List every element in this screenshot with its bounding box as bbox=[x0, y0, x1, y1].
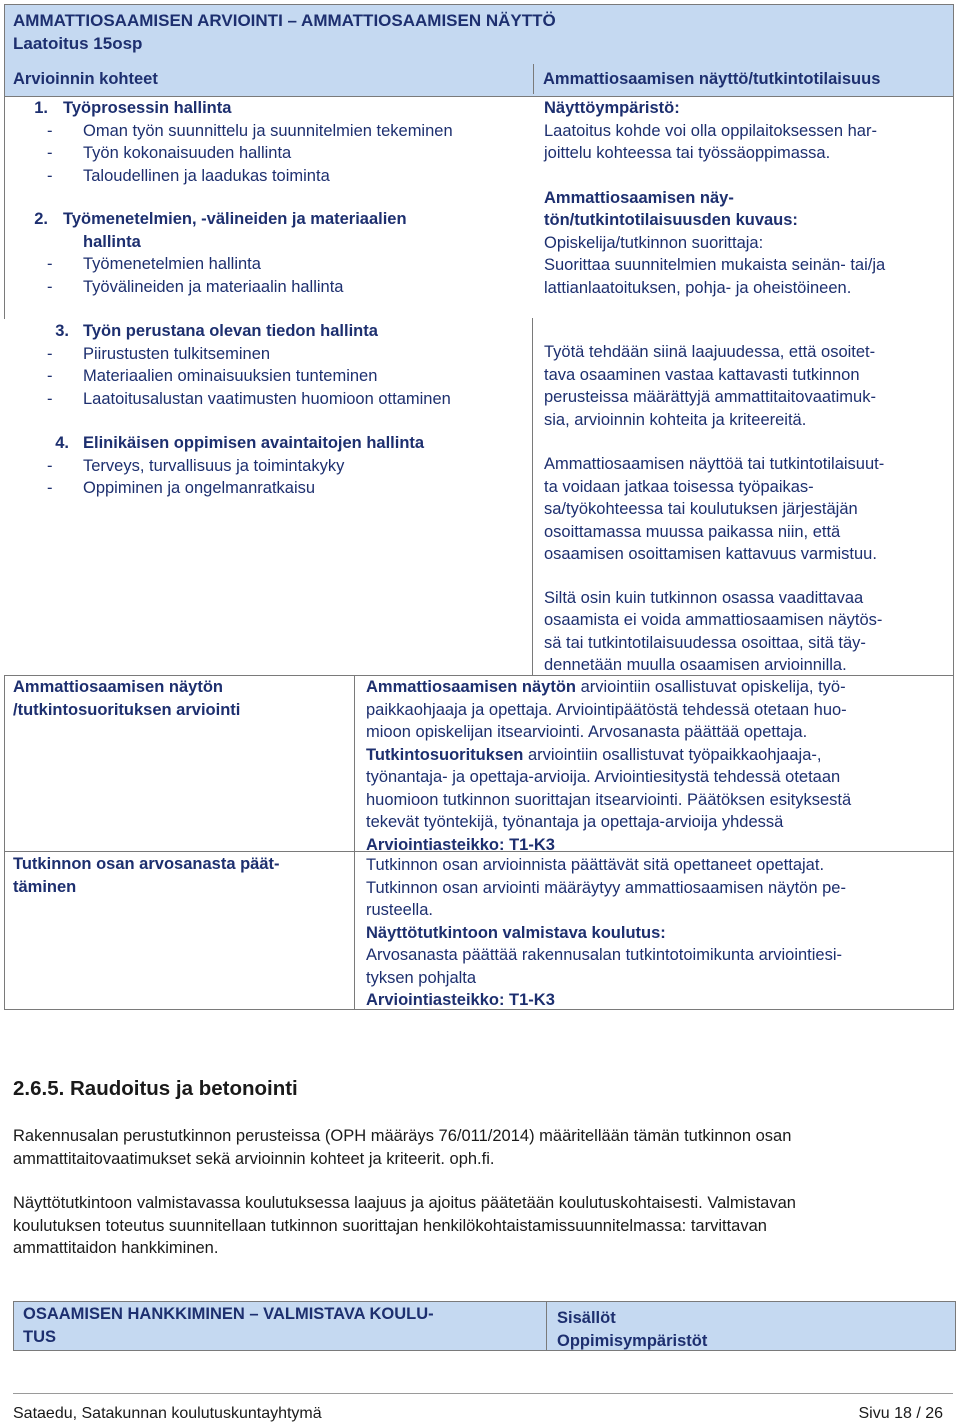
list-item: - Oppiminen ja ongelmanratkaisu bbox=[13, 477, 534, 500]
document-title bbox=[13, 10, 913, 55]
list-item: - Taloudellinen ja laadukas toiminta bbox=[13, 165, 534, 188]
assessment-scale: Arviointiasteikko: T1-K3 bbox=[366, 835, 555, 854]
prep-training-label: Näyttötutkintoon valmistava koulutus: bbox=[366, 923, 666, 942]
demonstration-header: Ammattiosaamisen näyttö/tutkintotilaisuus bbox=[543, 70, 881, 88]
assessment-row-content: Ammattiosaamisen näytön arviointiin osallistuvat opiskelija, työ- paikkaohjaaja ja opettaja. Arviointipäätöstä tehdessä otetaan huo- mioon opiskelijan itsearviointi. Arvosanasta päättää opettaja. Tutkintosuorituksen arviointiin osallistuvat työpaikkaohjaaja-, työnantaja- ja opettaja-arvioija. Arviointiesitystä tehdessä otetaan huomioon tutkinnon suorittajan itsearviointi. Päätöksen esityksestä tekevät työntekijä, työnantaja ja opettaja-arvioija yhdessä Arviointiasteikko: T1-K3 bbox=[366, 676, 951, 856]
section-paragraph-2: Näyttötutkintoon valmistavassa koulutuksessa laajuus ja ajoitus päätetään koulutuskohtaisesti. Valmistavan koulutuksen toteutus suunnitellaan tutkinnon suorittajan henkilökohtaistamissuunnitelmassa: tarvittavan ammattitaidon hankkiminen. bbox=[13, 1194, 796, 1257]
section-2-title-cont: hallinta bbox=[83, 232, 141, 251]
section-3-title: Työn perustana olevan tiedon hallinta bbox=[83, 322, 378, 340]
paragraph-continuation: Ammattiosaamisen näyttöä tai tutkintotilaisuut- ta voidaan jatkaa toisessa työpaikas- sa/työkohteessa tai koulutuksen järjestäjän osoittamassa muussa paikassa niin, että osaamisen osoittamisen kattavuus varmistuu. bbox=[544, 455, 885, 563]
section-2-title: Työmenetelmien, -välineiden ja materiaalien bbox=[63, 210, 407, 228]
footer-organization: Sataedu, Satakunnan koulutuskuntayhtymä bbox=[13, 1405, 322, 1422]
grade-row-label: Tutkinnon osan arvosanasta päät- täminen bbox=[13, 855, 280, 896]
footer-page-number: Sivu 18 / 26 bbox=[858, 1405, 943, 1422]
list-item: - Laatoitusalustan vaatimusten huomioon ottaminen bbox=[13, 388, 534, 411]
list-item: - Työmenetelmien hallinta bbox=[13, 253, 534, 276]
section-4-title: Elinikäisen oppimisen avaintaitojen hallinta bbox=[83, 434, 425, 452]
list-item: - Työn kokonaisuuden hallinta bbox=[13, 142, 534, 165]
assessment-targets-header: Arvioinnin kohteet bbox=[13, 70, 158, 88]
list-item: - Oman työn suunnittelu ja suunnitelmien tekeminen bbox=[13, 120, 534, 143]
list-item: - Materiaalien ominaisuuksien tunteminen bbox=[13, 365, 534, 388]
list-item: - Terveys, turvallisuus ja toimintakyky bbox=[13, 455, 534, 478]
title-line-2: Laatoitus 15osp bbox=[13, 33, 143, 53]
grade-row-content: Tutkinnon osan arvioinnista päättävät sitä opettaneet opettajat. Tutkinnon osan arviointi määräytyy ammattiosaamisen näytön pe- rusteella. Näyttötutkintoon valmistava koulutus: Arvosanasta päättää rakennusalan tutkintotoimikunta arviointiesi- tyksen pohjalta Arviointiasteikko: T1-K3 bbox=[366, 854, 951, 1012]
list-item: - Työvälineiden ja materiaalin hallinta bbox=[13, 276, 534, 299]
section-1: 1. Työprosessin hallinta - Oman työn suunnittelu ja suunnitelmien tekeminen - Työn kokonaisuuden hallinta - Taloudellinen ja laadukas toiminta bbox=[14, 97, 534, 187]
list-item: - Piirustusten tulkitseminen bbox=[13, 343, 534, 366]
section-2: 2. Työmenetelmien, -välineiden ja materiaalien hallinta - Työmenetelmien hallinta - Työvälineiden ja materiaalin hallinta bbox=[14, 208, 534, 298]
paragraph-scope: Työtä tehdään siinä laajuudessa, että osoitet- tava osaaminen vastaa kattavasti tutkinnon perusteissa määrättyjä ammattitaitovaatimuk- sia, arvioinnin kohteita ja kriteereitä. bbox=[544, 343, 876, 429]
description-label: Ammattiosaamisen näy- tön/tutkintotilaisuusden kuvaus: bbox=[544, 188, 798, 229]
section-1-title: Työprosessin hallinta bbox=[63, 99, 232, 117]
acquisition-header: OSAAMISEN HANKKIMINEN – VALMISTAVA KOULU- TUS bbox=[23, 1305, 434, 1346]
section-heading: 2.6.5. Raudoitus ja betonointi bbox=[13, 1077, 298, 1100]
section-3: 3. Työn perustana olevan tiedon hallinta - Piirustusten tulkitseminen - Materiaalien ominaisuuksien tunteminen - Laatoitusalustan vaatimusten huomioon ottaminen bbox=[14, 320, 534, 410]
title-line-1: AMMATTIOSAAMISEN ARVIOINTI – AMMATTIOSAAMISEN NÄYTTÖ bbox=[13, 11, 556, 30]
contents-header: Sisällöt Oppimisympäristöt bbox=[557, 1309, 708, 1350]
description-text: Opiskelija/tutkinnon suorittaja: Suorittaa suunnitelmien mukaista seinän- tai/ja lattianlaatoituksen, pohja- ja oheistöineen. bbox=[544, 233, 886, 297]
demonstration-column bbox=[544, 97, 952, 677]
environment-label: Näyttöympäristö: bbox=[544, 99, 680, 117]
assessment-targets-list bbox=[14, 97, 534, 500]
assessment-row-label: Ammattiosaamisen näytön /tutkintosuorituksen arviointi bbox=[13, 678, 241, 719]
footer-divider bbox=[13, 1393, 953, 1394]
section-paragraph-1: Rakennusalan perustutkinnon perusteissa (OPH määräys 76/011/2014) määritellään tämän tutkinnon osan ammattitaitovaatimukset sekä arvioinnin kohteet ja kriteerit. oph.fi. bbox=[13, 1127, 792, 1168]
paragraph-supplement: Siltä osin kuin tutkinnon osassa vaadittavaa osaamista ei voida ammattiosaamisen näytös- sä tai tutkintotilaisuudessa osoittaa, sitä täy- dennetään muulla osaamisen arvioinnilla. bbox=[544, 588, 883, 674]
section-4: 4. Elinikäisen oppimisen avaintaitojen hallinta - Terveys, turvallisuus ja toimintakyky - Oppiminen ja ongelmanratkaisu bbox=[14, 432, 534, 500]
grade-scale: Arviointiasteikko: T1-K3 bbox=[366, 991, 555, 1009]
environment-text: Laatoitus kohde voi olla oppilaitoksessen har- joittelu kohteessa tai työssäoppimassa. bbox=[544, 121, 877, 162]
